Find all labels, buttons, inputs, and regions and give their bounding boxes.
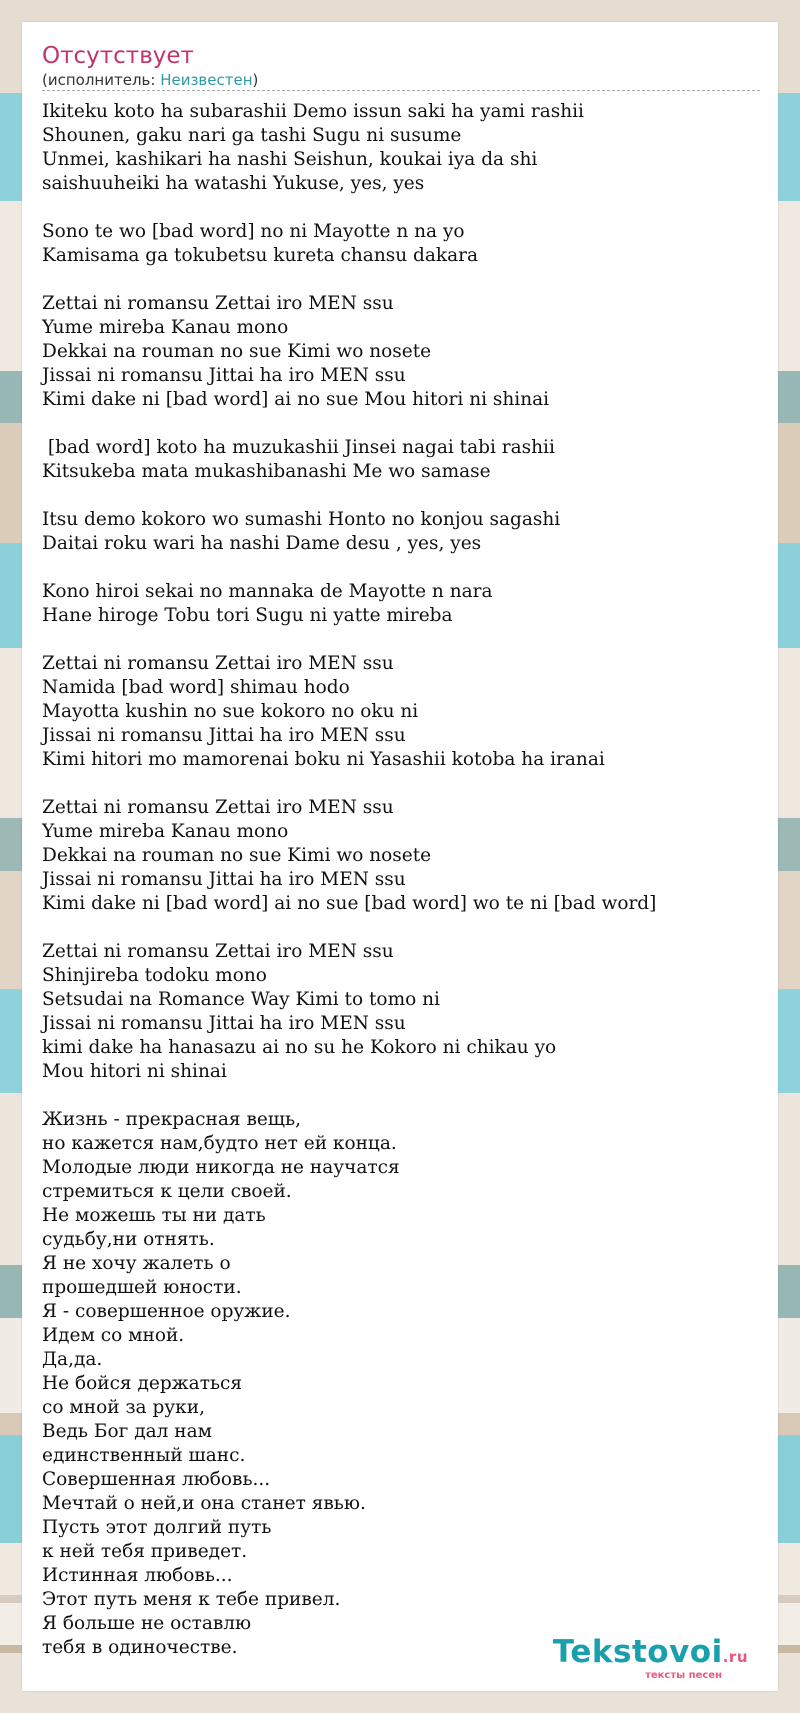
lyric-line: Ikiteku koto ha subarashii Demo issun saki ha yami rashii	[42, 101, 584, 122]
lyric-line: Namida [bad word] shimau hodo	[42, 677, 350, 698]
site-logo[interactable]	[553, 1635, 748, 1681]
stanza-gap	[42, 556, 656, 580]
lyric-line: Я не хочу жалеть о	[42, 1253, 231, 1274]
lyric-line: Shinjireba todoku mono	[42, 965, 267, 986]
logo-tld: .ru	[722, 1648, 748, 1666]
lyric-line: Mayotta kushin no sue kokoro no oku ni	[42, 701, 419, 722]
lyric-line: Zettai ni romansu Zettai iro MEN ssu	[42, 941, 394, 962]
lyric-line: kimi dake ha hanasazu ai no su he Kokoro ni chikau yo	[42, 1037, 557, 1058]
lyric-line: Ведь Бог дал нам	[42, 1421, 212, 1442]
lyric-line: Dekkai na rouman no sue Kimi wo nosete	[42, 845, 432, 866]
lyric-line: Shounen, gaku nari ga tashi Sugu ni susume	[42, 125, 462, 146]
artist-link[interactable]: Неизвестен	[160, 71, 253, 89]
lyric-line: Я - совершенное оружие.	[42, 1301, 291, 1322]
lyric-line: Dekkai na rouman no sue Kimi wo nosete	[42, 341, 432, 362]
lyric-line: [bad word] koto ha muzukashii Jinsei nagai tabi rashii	[42, 437, 555, 458]
lyric-line: стремиться к цели своей.	[42, 1181, 292, 1202]
stanza-gap	[42, 628, 656, 652]
lyric-line: Yume mireba Kanau mono	[42, 317, 289, 338]
lyric-line: Пусть этот долгий путь	[42, 1517, 272, 1538]
title-divider	[42, 90, 760, 91]
lyric-line: прошедшей юности.	[42, 1277, 242, 1298]
lyric-line: Идем со мной.	[42, 1325, 185, 1346]
lyric-line: Jissai ni romansu Jittai ha iro MEN ssu	[42, 725, 406, 746]
lyric-line: Kimi dake ni [bad word] ai no sue Mou hitori ni shinai	[42, 389, 550, 410]
lyric-line: судьбу,ни отнять.	[42, 1229, 215, 1250]
lyric-line: Itsu demo kokoro wo sumashi Honto no konjou sagashi	[42, 509, 561, 530]
lyric-line: Unmei, kashikari ha nashi Seishun, koukai iya da shi	[42, 149, 538, 170]
stanza-gap	[42, 916, 656, 940]
lyric-line: Молодые люди никогда не научатся	[42, 1157, 400, 1178]
lyric-line: Jissai ni romansu Jittai ha iro MEN ssu	[42, 1013, 406, 1034]
lyric-line: Этот путь меня к тебе привел.	[42, 1589, 341, 1610]
lyric-line: Совершенная любовь...	[42, 1469, 271, 1490]
lyric-line: Жизнь - прекрасная вещь,	[42, 1109, 301, 1130]
stanza-gap	[42, 412, 656, 436]
logo-name: Tekstovoi	[552, 1634, 723, 1670]
lyric-line: Jissai ni romansu Jittai ha iro MEN ssu	[42, 869, 406, 890]
lyric-line: со мной за руки,	[42, 1397, 205, 1418]
stanza-gap	[42, 772, 656, 796]
lyric-line: Setsudai na Romance Way Kimi to tomo ni	[42, 989, 440, 1010]
artist-suffix: )	[252, 71, 259, 89]
lyric-line: Jissai ni romansu Jittai ha iro MEN ssu	[42, 365, 406, 386]
song-title: Отсутствует	[42, 43, 194, 69]
lyric-line: saishuuheiki ha watashi Yukuse, yes, yes	[42, 173, 425, 194]
lyric-line: Zettai ni romansu Zettai iro MEN ssu	[42, 293, 394, 314]
lyric-line: Kitsukeba mata mukashibanashi Me wo samase	[42, 461, 491, 482]
lyric-line: тебя в одиночестве.	[42, 1637, 238, 1658]
lyric-line: но кажется нам,будто нет ей конца.	[42, 1133, 397, 1154]
artist-prefix: (исполнитель:	[42, 71, 161, 89]
stanza-gap	[42, 1084, 656, 1108]
stanza-gap	[42, 196, 656, 220]
lyric-line: Да,да.	[42, 1349, 103, 1370]
lyric-line: Sono te wo [bad word] no ni Mayotte n na yo	[42, 221, 465, 242]
lyric-line: Не бойся держаться	[42, 1373, 243, 1394]
lyric-line: единственный шанс.	[42, 1445, 246, 1466]
stanza-gap	[42, 484, 656, 508]
lyric-line: Не можешь ты ни дать	[42, 1205, 266, 1226]
logo-tagline: тексты песен	[645, 1670, 722, 1681]
lyrics-card	[22, 22, 778, 1691]
lyric-line: Kamisama ga tokubetsu kureta chansu dakara	[42, 245, 479, 266]
lyric-line: Zettai ni romansu Zettai iro MEN ssu	[42, 653, 394, 674]
lyric-line: Zettai ni romansu Zettai iro MEN ssu	[42, 797, 394, 818]
lyric-line: Истинная любовь...	[42, 1565, 233, 1586]
lyric-line: Я больше не оставлю	[42, 1613, 252, 1634]
lyrics-body	[42, 100, 656, 1660]
lyric-line: Мечтай о ней,и она станет явью.	[42, 1493, 366, 1514]
lyric-line: Hane hiroge Tobu tori Sugu ni yatte mireba	[42, 605, 453, 626]
lyric-line: Kimi hitori mo mamorenai boku ni Yasashii kotoba ha iranai	[42, 749, 605, 770]
lyric-line: Mou hitori ni shinai	[42, 1061, 227, 1082]
lyric-line: Yume mireba Kanau mono	[42, 821, 289, 842]
artist-line	[42, 71, 258, 89]
stanza-gap	[42, 268, 656, 292]
lyric-line: Kono hiroi sekai no mannaka de Mayotte n nara	[42, 581, 493, 602]
lyric-line: Kimi dake ni [bad word] ai no sue [bad word] wo te ni [bad word]	[42, 893, 657, 914]
lyric-line: к ней тебя приведет.	[42, 1541, 248, 1562]
lyric-line: Daitai roku wari ha nashi Dame desu , yes, yes	[42, 533, 482, 554]
